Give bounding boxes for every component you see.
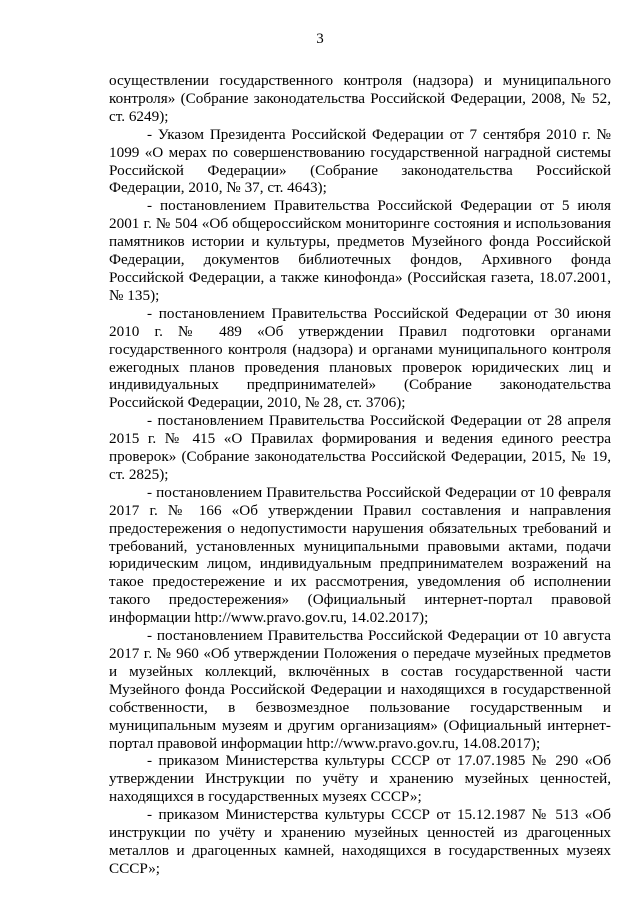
paragraph-list-item: - постановлением Правительства Российской Федерации от 30 июня 2010 г. № 489 «Об утверждении Правил подготовки органами государственного контроля (надзора) и органами муниципального контроля ежегодных планов проведения плановых проверок юридических лиц и индивидуальных предпринимателей» (Собрание законодательства Российской Федерации, 2010, № 28, ст. 3706); <box>109 304 611 412</box>
paragraph-continuation: осуществлении государственного контроля (надзора) и муниципального контроля» (Собрание законодательства Российской Федерации, 2008, № 52, ст. 6249); <box>109 72 611 125</box>
paragraph-list-item: - постановлением Правительства Российской Федерации от 10 августа 2017 г. № 960 «Об утверждении Положения о передаче музейных предметов и музейных коллекций, включённых в состав государственной части Музейного фонда Российской Федерации и находящихся в государственной собственности, в безвозмездное пользование государственным и муниципальным музеям и другим организациям» (Официальный интернет-портал правовой информации http://www.pravo.gov.ru, 14.08.2017); <box>109 627 611 752</box>
paragraph-list-item: - постановлением Правительства Российской Федерации от 28 апреля 2015 г. № 415 «О Правилах формирования и ведения единого реестра проверок» (Собрание законодательства Российской Федерации, 2015, № 19, ст. 2825); <box>109 412 611 483</box>
paragraph-list-item: - постановлением Правительства Российской Федерации от 5 июля 2001 г. № 504 «Об общероссийском мониторинге состояния и использования памятников истории и культуры, предметов Музейного фонда Российской Федерации, документов библиотечных фондов, Архивного фонда Российской Федерации, а также кинофонда» (Российская газета, 18.07.2001, № 135); <box>109 197 611 304</box>
page-number: 3 <box>316 31 324 47</box>
paragraph-list-item: - приказом Министерства культуры СССР от 15.12.1987 № 513 «Об инструкции по учёту и хранению музейных ценностей из драгоценных металлов и драгоценных камней, находящихся в государственных музеях СССР»; <box>109 806 611 877</box>
paragraph-list-item: - Указом Президента Российской Федерации от 7 сентября 2010 г. № 1099 «О мерах по совершенствованию государственной наградной системы Российской Федерации» (Собрание законодательства Российской Федерации, 2010, № 37, ст. 4643); <box>109 125 611 197</box>
document-body <box>109 72 611 878</box>
paragraph-list-item: - приказом Министерства культуры СССР от 17.07.1985 № 290 «Об утверждении Инструкции по учёту и хранению музейных ценностей, находящихся в государственных музеях СССР»; <box>109 752 611 806</box>
paragraph-list-item: - постановлением Правительства Российской Федерации от 10 февраля 2017 г. № 166 «Об утверждении Правил составления и направления предостережения о недопустимости нарушения обязательных требований и требований, установленных муниципальными правовыми актами, подачи юридическим лицом, индивидуальным предпринимателем возражений на такое предостережение и их рассмотрения, уведомления об исполнении такого предостережения» (Официальный интернет-портал правовой информации http://www.pravo.gov.ru, 14.02.2017); <box>109 483 611 627</box>
